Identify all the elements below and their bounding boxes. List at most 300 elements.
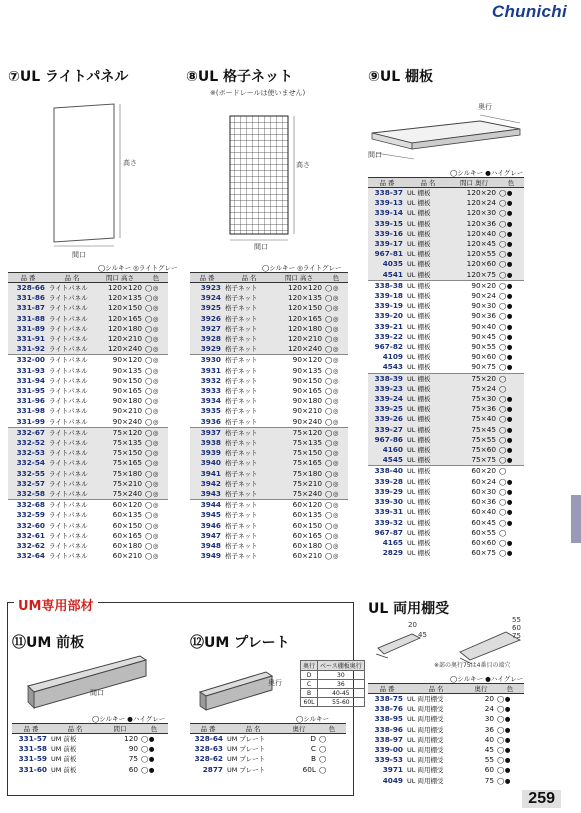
product-size: 90×150 [292, 375, 322, 385]
product-size: 120 [124, 734, 138, 743]
product-size: 60×120 [292, 500, 322, 510]
um-plate-table [190, 723, 346, 775]
color-options: ◯● [498, 219, 524, 229]
product-code: 331-92 [8, 344, 48, 355]
product-code: 339-15 [368, 219, 406, 229]
table-row [190, 489, 348, 500]
product-code: 339-13 [368, 198, 406, 208]
table-row [368, 435, 524, 445]
product-size: 120×120 [96, 283, 144, 294]
color-options: ◯● [499, 292, 513, 301]
product-code: 3935 [200, 406, 221, 416]
table-row [368, 445, 524, 455]
product-name: UL 棚板 [407, 332, 431, 341]
table-row [190, 406, 348, 416]
product-name: 格子ネット [224, 283, 274, 294]
product-size: 75×55 [450, 435, 498, 445]
product-size: 75×135 [96, 438, 144, 448]
product-size: 120×60 [450, 259, 498, 269]
color-options: ◯◎ [144, 448, 168, 458]
product-name: UL 棚板 [406, 362, 450, 373]
product-name: 格子ネット [225, 501, 258, 510]
product-code: 3924 [190, 293, 224, 303]
color-options: ◯● [497, 695, 511, 703]
color-options: ◯● [498, 239, 524, 249]
product-size: 120×45 [450, 239, 498, 249]
table-row [8, 489, 168, 500]
color-options: ◯● [499, 498, 513, 507]
product-code: 2829 [382, 548, 403, 558]
table-row [368, 704, 524, 714]
product-size: 60×135 [292, 510, 322, 520]
product-name: UL 棚板 [407, 343, 431, 352]
product-name: 格子ネット [224, 314, 274, 324]
product-size: 120×180 [96, 324, 144, 334]
product-name: UL 棚板 [407, 518, 431, 527]
section-title-light-panel: ⑦UL ライトパネル [8, 69, 129, 85]
product-code: 328-63 [194, 744, 223, 754]
color-options: ◯◎ [145, 366, 159, 375]
product-code: 331-87 [8, 303, 48, 313]
color-options: ◯◎ [144, 303, 168, 313]
table-row [368, 414, 524, 424]
product-code: 331-91 [8, 334, 48, 344]
table-row [190, 314, 348, 324]
width-label: 間口 [254, 243, 268, 251]
table-row [368, 342, 524, 352]
table-row [368, 477, 524, 487]
product-code: 4543 [368, 362, 406, 373]
product-name: UL 棚板 [406, 188, 450, 199]
product-code: 338-96 [374, 724, 403, 734]
table-row [190, 521, 348, 531]
depth-table-cell: 36 [318, 680, 365, 689]
dim-label: 55 [512, 616, 521, 624]
product-name: 格子ネット [224, 293, 274, 303]
product-code: 338-40 [374, 466, 403, 476]
brand-logo: Chunichi [491, 2, 567, 21]
color-options: ◯● [499, 302, 513, 311]
col-header: 色 [318, 724, 346, 734]
table-row [8, 469, 168, 479]
product-name: UL 両用棚受 [407, 776, 444, 785]
product-size: 36 [484, 724, 494, 734]
table-row [190, 754, 346, 764]
table-row [368, 332, 524, 342]
product-size: 120×135 [274, 293, 324, 303]
col-header: 間口 [100, 724, 140, 734]
color-options: ◯◎ [325, 376, 339, 385]
product-size: 60×165 [292, 530, 322, 540]
table-row [368, 301, 524, 311]
table-row [190, 303, 348, 313]
col-header: 品 番 [12, 724, 50, 734]
color-options: ◯● [498, 270, 524, 281]
table-row [8, 376, 168, 386]
color-options: ◯◎ [325, 501, 339, 510]
product-name: ライトパネル [49, 542, 88, 551]
color-options: ◯● [497, 735, 511, 744]
product-code: 339-27 [368, 425, 406, 435]
product-code: 338-37 [368, 188, 406, 199]
depth-table-cell: 40-45 [318, 689, 365, 698]
table-row [368, 373, 524, 384]
table-row [368, 528, 524, 538]
product-name: ライトパネル [49, 521, 88, 530]
color-options: ◯● [499, 343, 513, 352]
product-size: 90×40 [471, 321, 496, 331]
product-size: 75×210 [96, 479, 144, 489]
color-options: ◯◎ [324, 283, 348, 294]
um-front-board-illustration [22, 650, 162, 714]
table-row [368, 404, 524, 414]
color-options: ◯◎ [324, 427, 348, 438]
color-options: ◯● [498, 229, 524, 239]
product-code: 4160 [368, 445, 406, 455]
product-name: 格子ネット [224, 427, 274, 438]
color-options: ◯◎ [325, 366, 339, 375]
color-options: ◯● [499, 353, 513, 362]
table-row [368, 322, 524, 332]
product-name: UL 棚板 [407, 467, 431, 476]
color-options: ◯ [498, 373, 524, 384]
table-row [368, 352, 524, 362]
product-code: 331-60 [18, 764, 47, 774]
product-name: UL 棚板 [406, 455, 450, 466]
color-legend: ◯シルキー ●ハイグレー [450, 169, 524, 177]
product-code: 332-68 [16, 500, 45, 510]
product-name: UL 棚板 [406, 445, 450, 455]
product-code: 4541 [368, 270, 406, 281]
table-row [368, 755, 524, 765]
product-code: 332-61 [16, 530, 45, 540]
product-code: 328-62 [194, 754, 223, 764]
product-code: 332-54 [8, 458, 48, 468]
color-options: ◯◎ [324, 489, 348, 500]
table-row [190, 448, 348, 458]
table-row [190, 396, 348, 406]
col-header: 品 名 [224, 273, 274, 283]
depth-table-header: ベース棚板奥行 [318, 661, 365, 671]
table-row [368, 270, 524, 281]
product-name: UL 棚板 [407, 549, 431, 558]
product-name: UM プレート [227, 765, 266, 774]
product-code: 3929 [190, 344, 224, 355]
depth-table-header: 奥行 [301, 661, 318, 671]
col-header: 品 番 [190, 273, 224, 283]
product-size: 60×75 [471, 548, 496, 558]
product-name: 格子ネット [224, 324, 274, 334]
product-size: 75×20 [450, 373, 498, 384]
product-size: C [310, 744, 316, 754]
color-options: ◯◎ [144, 489, 168, 500]
col-header: 色 [498, 178, 524, 188]
product-code: 3934 [200, 396, 221, 406]
col-header: 奥行 [280, 724, 318, 734]
table-row [368, 362, 524, 373]
color-options: ◯● [497, 725, 511, 734]
color-options: ◯◎ [145, 387, 159, 396]
color-options: ◯◎ [325, 356, 339, 365]
product-name: UL 棚板 [406, 270, 450, 281]
product-size: 120×36 [450, 219, 498, 229]
product-name: UL 棚板 [407, 508, 431, 517]
table-row [368, 239, 524, 249]
product-size: 120×150 [274, 303, 324, 313]
color-options: ◯◎ [324, 324, 348, 334]
color-options: ◯◎ [145, 531, 159, 540]
col-header: 品 番 [8, 273, 48, 283]
product-code: 339-22 [374, 331, 403, 341]
table-row [368, 208, 524, 218]
product-name: UL 棚板 [407, 528, 431, 537]
product-code: 3945 [200, 510, 221, 520]
product-name: 格子ネット [224, 448, 274, 458]
color-options: ◯● [498, 249, 524, 259]
product-size: 90×135 [112, 365, 142, 375]
product-code: 3946 [200, 520, 221, 530]
table-row [368, 425, 524, 435]
color-options: ◯◎ [145, 542, 159, 551]
product-name: ライトパネル [48, 469, 96, 479]
col-header: 間口 高さ [96, 273, 144, 283]
product-name: 格子ネット [225, 366, 258, 375]
product-size: 90×20 [471, 280, 496, 290]
table-row [190, 376, 348, 386]
table-row [368, 745, 524, 755]
col-header: 品 番 [368, 684, 406, 694]
product-code: 3925 [190, 303, 224, 313]
product-code: 332-52 [8, 438, 48, 448]
color-options: ◯● [141, 735, 155, 743]
product-code: 3940 [190, 458, 224, 468]
depth-table-cell: 60L [301, 698, 318, 707]
color-options: ◯◎ [145, 521, 159, 530]
product-size: 75 [128, 754, 138, 764]
table-row [8, 396, 168, 406]
side-index-tab [571, 495, 581, 543]
color-options: ◯● [498, 394, 524, 404]
depth-table-cell: C [301, 680, 318, 689]
product-name: 格子ネット [225, 542, 258, 551]
product-name: ライトパネル [48, 283, 96, 294]
height-label: 高さ [123, 159, 137, 167]
table-row [190, 734, 346, 745]
product-code: 339-25 [368, 404, 406, 414]
product-size: 60×60 [471, 537, 496, 547]
color-options: ◯◎ [324, 448, 348, 458]
table-row [368, 219, 524, 229]
table-row [8, 551, 168, 561]
color-options: ◯● [499, 487, 513, 496]
color-options: ◯● [499, 312, 513, 321]
product-code: 3944 [200, 500, 221, 510]
product-code: 3926 [190, 314, 224, 324]
col-header: 間口 高さ [274, 273, 324, 283]
product-name: UL 両用棚受 [407, 695, 444, 703]
um-front-board-table [12, 723, 168, 775]
table-row [368, 497, 524, 507]
color-options: ◯◎ [325, 542, 339, 551]
table-row [8, 314, 168, 324]
product-name: UL 棚板 [407, 498, 431, 507]
table-row [190, 334, 348, 344]
product-name: UL 棚板 [407, 353, 431, 362]
product-size: 90×120 [292, 355, 322, 365]
color-options: ◯◎ [324, 458, 348, 468]
product-code: 331-88 [8, 314, 48, 324]
product-code: 4035 [368, 259, 406, 269]
table-row [368, 455, 524, 466]
table-row [190, 427, 348, 438]
color-options: ◯◎ [324, 417, 348, 428]
product-size: 90×240 [274, 417, 324, 428]
product-size: 75×165 [96, 458, 144, 468]
product-name: 格子ネット [225, 356, 258, 365]
product-size: 75×30 [450, 394, 498, 404]
color-options: ◯◎ [145, 552, 159, 561]
product-name: UL 棚板 [406, 198, 450, 208]
product-name: 格子ネット [224, 303, 274, 313]
color-options: ◯◎ [325, 387, 339, 396]
product-code: 332-58 [8, 489, 48, 500]
product-code: 3942 [190, 479, 224, 489]
table-row [8, 500, 168, 511]
table-row [368, 291, 524, 301]
um-parts-heading: UM専用部材 [14, 595, 98, 614]
product-code: 332-00 [16, 355, 45, 365]
col-header: 間口 奥行 [450, 178, 498, 188]
product-code: 338-39 [368, 373, 406, 384]
color-legend: ◯シルキー ●ハイグレー [450, 675, 524, 683]
table-row [8, 334, 168, 344]
product-name: ライトパネル [48, 479, 96, 489]
width-label: 間口 [90, 689, 104, 697]
product-code: 328-64 [194, 734, 223, 743]
product-name: ライトパネル [48, 427, 96, 438]
color-options: ◯● [499, 332, 513, 341]
table-row [190, 500, 348, 511]
depth-table-cell: D [301, 671, 318, 680]
table-row [190, 417, 348, 428]
product-code: 332-60 [16, 520, 45, 530]
product-code: 339-26 [368, 414, 406, 424]
table-row [8, 293, 168, 303]
table-row [8, 283, 168, 294]
product-size: 60×20 [471, 466, 496, 476]
col-header: 奥行 [466, 684, 496, 694]
table-row [368, 188, 524, 199]
table-row [368, 384, 524, 394]
product-size: 90×30 [471, 301, 496, 311]
product-name: ライトパネル [48, 314, 96, 324]
product-size: 90×210 [292, 406, 322, 416]
product-code: 3923 [190, 283, 224, 294]
color-options: ◯ [319, 745, 327, 754]
product-size: 60×180 [292, 541, 322, 551]
col-header: 色 [496, 684, 524, 694]
color-options: ◯◎ [144, 314, 168, 324]
color-options: ◯● [498, 198, 524, 208]
table-row [190, 510, 348, 520]
product-code: 339-17 [368, 239, 406, 249]
table-row [368, 394, 524, 404]
product-size: 90×180 [292, 396, 322, 406]
product-name: UL 棚板 [406, 414, 450, 424]
product-code: 339-20 [374, 311, 403, 321]
product-size: 75×40 [450, 414, 498, 424]
product-code: 3939 [190, 448, 224, 458]
product-size: 75×120 [96, 427, 144, 438]
color-options: ◯ [319, 765, 327, 774]
grid-net-illustration [222, 110, 302, 250]
color-options: ◯ [498, 384, 524, 394]
product-size: 120×24 [450, 198, 498, 208]
product-name: 格子ネット [225, 552, 258, 561]
product-code: 338-38 [374, 280, 403, 290]
shelf-board-illustration [362, 95, 532, 160]
product-size: 45 [484, 745, 494, 755]
product-size: 120×240 [274, 344, 324, 355]
table-row [368, 694, 524, 705]
table-row [8, 355, 168, 366]
product-name: ライトパネル [49, 397, 88, 406]
product-size: 75×36 [450, 404, 498, 414]
product-name: ライトパネル [49, 366, 88, 375]
product-size: 60×210 [112, 551, 142, 561]
color-legend: ◯シルキー [296, 715, 330, 723]
product-name: UL 両用棚受 [407, 705, 444, 714]
table-row [368, 776, 524, 786]
depth-label: 奥行 [268, 679, 282, 687]
table-row [8, 521, 168, 531]
product-code: 331-59 [18, 754, 47, 764]
table-row [190, 479, 348, 489]
product-name: ライトパネル [49, 407, 88, 416]
table-row [8, 541, 168, 551]
color-options: ◯◎ [144, 427, 168, 438]
product-name: ライトパネル [48, 458, 96, 468]
color-options: ◯◎ [144, 283, 168, 294]
table-row [12, 744, 168, 754]
color-options: ◯● [498, 404, 524, 414]
product-name: UL 棚板 [406, 219, 450, 229]
product-size: 75×135 [274, 438, 324, 448]
product-size: 60×120 [112, 500, 142, 510]
product-size: 120×165 [274, 314, 324, 324]
product-name: ライトパネル [49, 531, 88, 540]
product-name: ライトパネル [49, 356, 88, 365]
product-size: 90×240 [96, 417, 144, 428]
color-options: ◯● [141, 765, 155, 774]
product-code: 4545 [368, 455, 406, 466]
product-code: 3928 [190, 334, 224, 344]
dual-bracket-table [368, 683, 524, 786]
depth-table-cell: B [301, 689, 318, 698]
product-size: 60×150 [112, 520, 142, 530]
color-options: ◯◎ [144, 479, 168, 489]
product-code: 3949 [200, 551, 221, 561]
color-options: ◯● [497, 705, 511, 714]
section-title-grid-net: ⑧UL 格子ネット [186, 69, 294, 85]
product-name: UL 棚板 [407, 322, 431, 331]
color-options: ◯◎ [144, 417, 168, 428]
product-code: 339-19 [374, 301, 403, 311]
dim-label: 45 [418, 631, 427, 639]
product-name: 格子ネット [224, 334, 274, 344]
section-title-um-plate: ⑫UM プレート [190, 635, 290, 651]
product-code: 339-29 [374, 486, 403, 496]
